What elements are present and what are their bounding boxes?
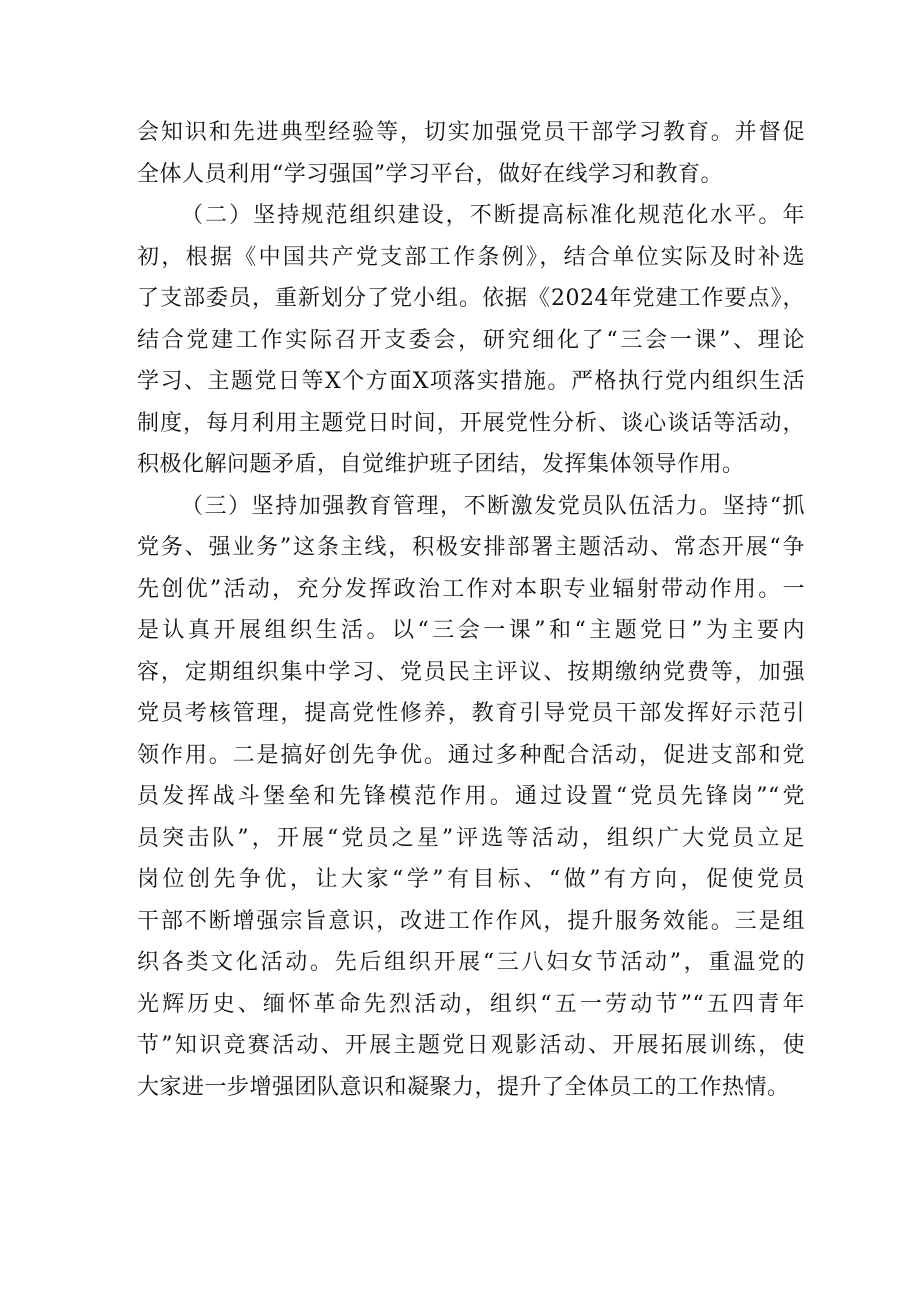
text-line: 织各类文化活动。先后组织开展“三八妇女节活动”，重温党的	[137, 950, 805, 975]
text-line: 员发挥战斗堡垒和先锋模范作用。通过设置“党员先锋岗”“党	[137, 784, 805, 809]
text-line: 党务、强业务”这条主线，积极安排部署主题活动、常态开展“争	[137, 535, 805, 560]
text-line: 干部不断增强宗旨意识，改进工作作风，提升服务效能。三是组	[137, 908, 805, 934]
text-line: 初，根据《中国共产党支部工作条例》，结合单位实际及时补选	[137, 244, 805, 270]
text-line: 了支部委员，重新划分了党小组。依据《2024年党建工作要点》，	[137, 286, 805, 311]
section-heading-line: （二）坚持规范组织建设，不断提高标准化规范化水平。年	[181, 203, 805, 228]
text-line: 容，定期组织集中学习、党员民主评议、按期缴纳党费等，加强	[137, 659, 805, 685]
section-heading-line: （三）坚持加强教育管理，不断激发党员队伍活力。坚持“抓	[181, 493, 805, 519]
text-line: 学习、主题党日等X个方面X项落实措施。严格执行党内组织生活	[137, 369, 805, 394]
text-line: 全体人员利用“学习强国”学习平台，做好在线学习和教育。	[137, 161, 723, 187]
text-line: 积极化解问题矛盾，自觉维护班子团结，发挥集体领导作用。	[137, 452, 745, 477]
body-text	[137, 112, 805, 1108]
text-line: 制度，每月利用主题党日时间，开展党性分析、谈心谈话等活动，	[137, 410, 805, 436]
text-line: 员突击队”，开展“党员之星”评选等活动，组织广大党员立足	[137, 825, 805, 851]
text-line: 大家进一步增强团队意识和凝聚力，提升了全体员工的工作热情。	[137, 1074, 790, 1100]
text-line: 节”知识竞赛活动、开展主题党日观影活动、开展拓展训练，使	[137, 1033, 805, 1058]
text-line: 是认真开展组织生活。以“三会一课”和“主题党日”为主要内	[137, 618, 805, 643]
text-line: 党员考核管理，提高党性修养，教育引导党员干部发挥好示范引	[137, 701, 805, 726]
text-line: 结合党建工作实际召开支委会，研究细化了“三会一课”、理论	[137, 327, 805, 353]
text-line: 领作用。二是搞好创先争优。通过多种配合活动，促进支部和党	[137, 742, 805, 768]
text-line: 光辉历史、缅怀革命先烈活动，组织“五一劳动节”“五四青年	[137, 991, 805, 1017]
text-line: 岗位创先争优，让大家“学”有目标、“做”有方向，促使党员	[137, 867, 805, 892]
text-line: 会知识和先进典型经验等，切实加强党员干部学习教育。并督促	[137, 120, 805, 145]
text-line: 先创优”活动，充分发挥政治工作对本职专业辐射带动作用。一	[137, 576, 805, 602]
